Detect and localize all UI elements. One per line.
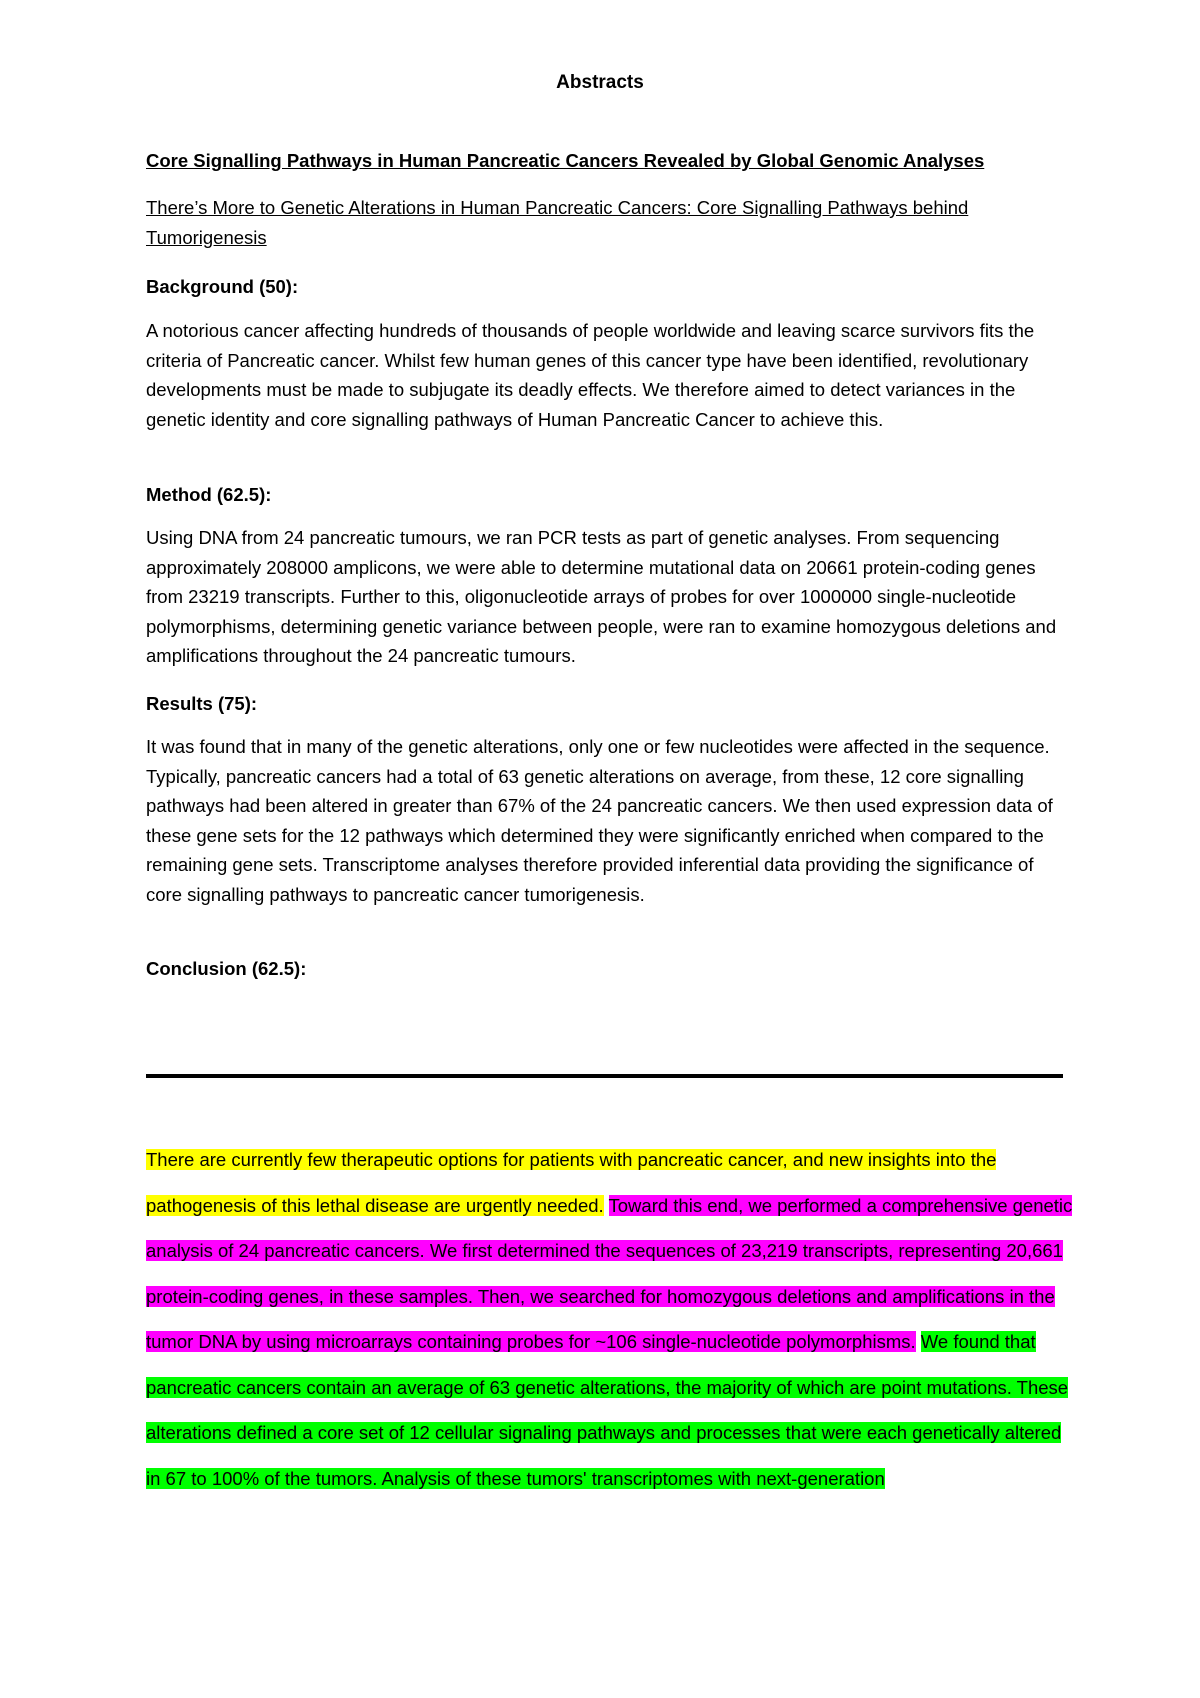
section-body-method: Using DNA from 24 pancreatic tumours, we ran PCR tests as part of genetic analyses. From sequencing approximately 208000 amplicons, we were able to determine mutational data on 20661 protein-coding genes from 23219 transcripts. Further to this, oligonucleotide arrays of probes for over 1000000 single-nucleotide polymorphisms, determining genetic variance between people, were ran to examine homozygous deletions and amplifications throughout the 24 pancreatic tumours. (146, 527, 1057, 666)
paper-title: Core Signalling Pathways in Human Pancreatic Cancers Revealed by Global Genomic Analyses (146, 150, 985, 171)
section-heading-results: Results (75): (146, 693, 258, 714)
highlight-magenta-text: Toward this end, we performed a comprehensive genetic analysis of 24 pancreatic cancers. We first determined the sequences of 23,219 transcripts, representing 20,661 protein-coding genes, in these samples. Then, we searched for homozygous deletions and amplifications in the tumor DNA by using microarrays containing probes for ~106 single-nucleotide polymorphisms. (146, 1194, 1073, 1352)
section-body-background: A notorious cancer affecting hundreds of thousands of people worldwide and leaving scarce survivors fits the criteria of Pancreatic cancer. Whilst few human genes of this cancer type have been identified, revolutionary developments must be made to subjugate its deadly effects. We therefore aimed to detect variances in the genetic identity and core signalling pathways of Human Pancreatic Cancer to achieve this. (146, 320, 1035, 430)
paper-subtitle: There’s More to Genetic Alterations in Human Pancreatic Cancers: Core Signalling Pathways behind Tumorigenesis (146, 197, 969, 248)
horizontal-divider (146, 1074, 1063, 1078)
section-heading-background: Background (50): (146, 276, 299, 297)
section-heading-conclusion: Conclusion (62.5): (146, 958, 307, 979)
original-abstract (146, 1137, 1076, 1501)
document-title: Abstracts (556, 72, 644, 93)
section-heading-method: Method (62.5): (146, 484, 272, 505)
highlight-green-text: We found that pancreatic cancers contain an average of 63 genetic alterations, the majority of which are point mutations. These alterations defined a core set of 12 cellular signaling pathways and processes that were each genetically altered in 67 to 100% of the tumors. Analysis of these tumors' transcriptomes with next-generation (146, 1331, 1069, 1489)
highlight-yellow-text: There are currently few therapeutic options for patients with pancreatic cancer, and new insights into the pathogenesis of this lethal disease are urgently needed. (146, 1149, 997, 1216)
section-body-results: It was found that in many of the genetic alterations, only one or few nucleotides were affected in the sequence. Typically, pancreatic cancers had a total of 63 genetic alterations on average, from these, 12 core signalling pathways had been altered in greater than 67% of the 24 pancreatic cancers. We then used expression data of these gene sets for the 12 pathways which determined they were significantly enriched when compared to the remaining gene sets. Transcriptome analyses therefore provided inferential data providing the significance of core signalling pathways to pancreatic cancer tumorigenesis. (146, 736, 1053, 905)
